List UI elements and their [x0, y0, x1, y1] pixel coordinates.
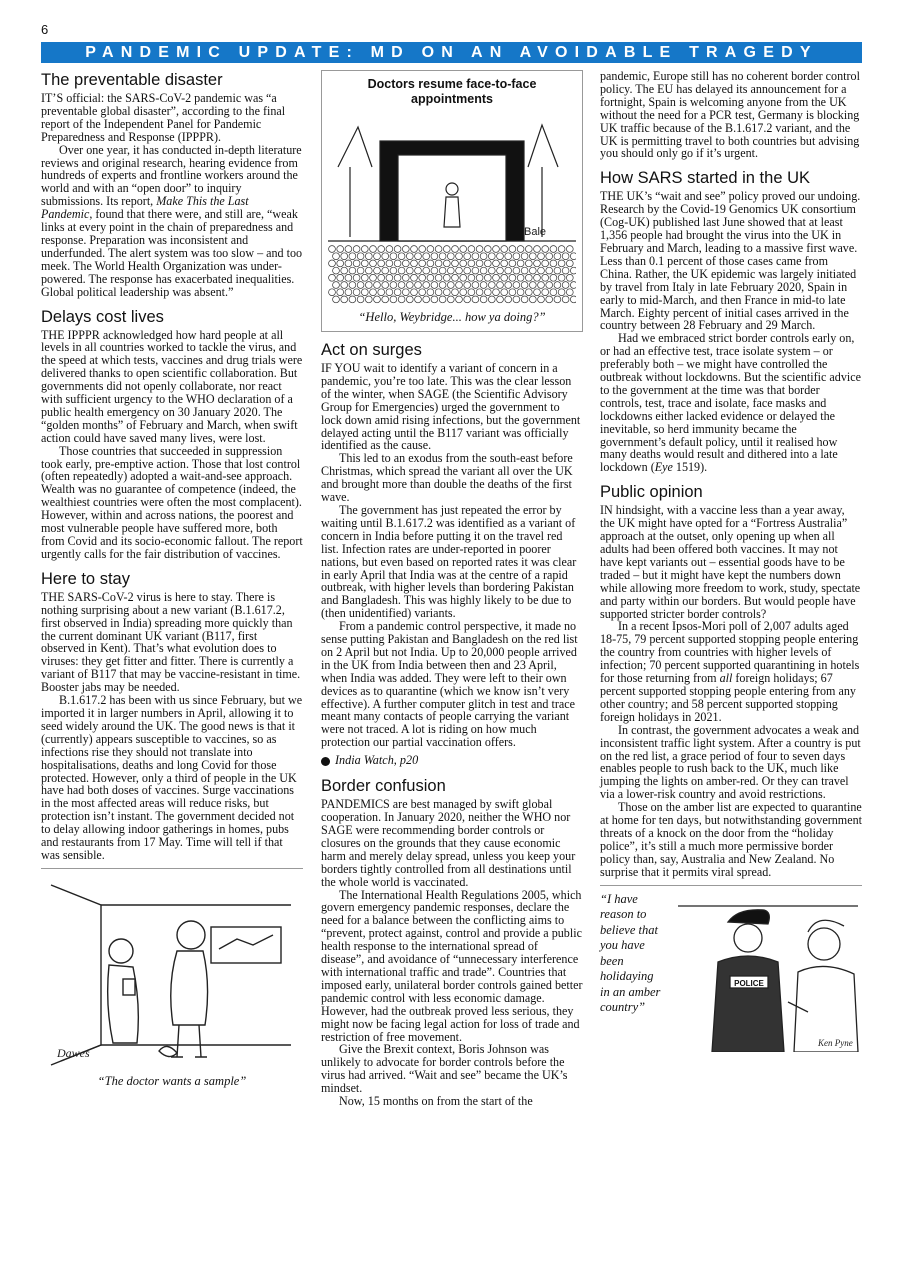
crowd-head: [349, 296, 356, 303]
crowd-head: [501, 289, 508, 296]
crowd-head: [374, 267, 381, 274]
crowd-head: [497, 296, 504, 303]
crowd-head: [423, 253, 430, 260]
crowd-head: [411, 274, 418, 281]
crowd-head: [361, 260, 368, 267]
crowd-head: [394, 274, 401, 281]
crowd-head: [345, 289, 352, 296]
cartoon-holiday-police: [600, 892, 862, 1052]
crowd-head: [370, 260, 377, 267]
paragraph: IN hindsight, with a vaccine less than a year away, the UK might have opted for a “Fortress Australia” approach at the outset, only opening up when all adults had been offered both vaccines. It may not have kept variants out – essential goods have to be traded – but it might have kept the numbers down while allowing more freedom to work, study, spectate and party within our borders. But would people have supported stricter border controls?: [600, 503, 861, 621]
crowd-head: [554, 296, 561, 303]
crowd-head: [529, 296, 536, 303]
crowd-head: [423, 282, 430, 289]
crowd-head: [382, 282, 389, 289]
crowd-head: [406, 282, 413, 289]
section-banner: PANDEMIC UPDATE: MD ON AN AVOIDABLE TRAGEDY: [41, 42, 862, 63]
crowd-head: [484, 246, 491, 253]
crowd-head: [460, 274, 467, 281]
paragraph: From a pandemic control perspective, it made no sense putting Pakistan and Bangladesh on the red list on 2 April but not India. Up to 20,000 people arrived in the UK from India between then and 23 April, when India was added. They were left to their own devices as to quarantine (which we know isn’t very effective). A further computer glitch in test and trace meant many contacts of people carrying the variant were not traced. A lot is riding on how much protection our partial vaccination offers.: [321, 619, 578, 750]
crowd-head: [349, 253, 356, 260]
crowd-head: [484, 274, 491, 281]
crowd-head: [435, 246, 442, 253]
crowd-head: [550, 274, 557, 281]
emphasis: all: [719, 671, 733, 686]
crowd-head: [349, 282, 356, 289]
crowd-head: [341, 253, 348, 260]
cartoon-signature: Bale: [524, 226, 547, 238]
crowd-head: [497, 267, 504, 274]
crowd-head: [546, 296, 553, 303]
crowd-head: [382, 267, 389, 274]
paragraph: Over one year, it has conducted in-depth literature reviews and original research, hearing evidence from hundreds of experts and frontline workers around the world and with an “open door” to inquiry submissions. Its report, Make This the Last Pandemic, found that there were, and still are, “weak links at every point in the chain of preparedness and response. Preparation was inconsistent and underfunded. The alert system was too slow – and too meek. The World Health Organization was under-powered. The response has exacerbated inequalities. Global political leadership was absent.”: [41, 142, 303, 299]
crowd-head: [365, 267, 372, 274]
paragraph: Had we embraced strict border controls early on, or had an effective test, trace isolate system – or preferably both – we might have controlled the outbreak without lockdowns. But the scientific advice to the government at the time was that border controls, test, trace and isolate, face masks and lockdowns either lacked evidence or delayed the inevitable, so herd immunity became the government’s default policy, until it realised how many deaths would result and dithered into a late lockdown (Eye 1519).: [600, 331, 861, 475]
crowd-head: [566, 260, 573, 267]
crowd-head: [357, 253, 364, 260]
cartoon-weybridge: [321, 70, 583, 332]
crowd-head: [525, 246, 532, 253]
crowd-head: [398, 267, 405, 274]
crowd-head: [390, 253, 397, 260]
divider: [600, 885, 862, 886]
crowd-head: [435, 260, 442, 267]
crowd: [329, 246, 576, 303]
crowd-head: [542, 274, 549, 281]
crowd-head: [562, 282, 569, 289]
cartoon-title: Doctors resume face-to-face appointments: [367, 77, 537, 106]
crowd-head: [550, 260, 557, 267]
crowd-head: [357, 296, 364, 303]
heading-delays-cost-lives: Delays cost lives: [41, 307, 164, 326]
crowd-head: [546, 267, 553, 274]
crowd-head: [398, 253, 405, 260]
crowd-head: [452, 246, 459, 253]
crowd-head: [431, 282, 438, 289]
crowd-head: [431, 296, 438, 303]
crowd-head: [443, 289, 450, 296]
paragraph: In contrast, the government advocates a weak and inconsistent traffic light system. After a country is put on the red list, a grace period of four to seven days enables people to rush back to the UK, much like jumping the lights on amber-red. Or they can travel via a lower-risk country and avoid restrictions.: [600, 722, 861, 802]
crowd-head: [505, 296, 512, 303]
crowd-head: [341, 296, 348, 303]
crowd-head: [570, 253, 576, 260]
crowd-head: [546, 282, 553, 289]
crowd-head: [476, 289, 483, 296]
crowd-head: [480, 282, 487, 289]
crowd-head: [562, 253, 569, 260]
crowd-head: [435, 274, 442, 281]
paragraph: The government has just repeated the error by waiting until B.1.617.2 was identified as a variant of concern in India before putting it on the travel red list. Infection rates are under-reported in poorer nations, but even based on reported rates it was clear in early April that India was at the centre of a rapid outbreak, with higher levels than bordering Pakistan and Bangladesh. This was highly likely to be due to (then unidentified) variants.: [321, 502, 577, 621]
crowd-head: [333, 267, 340, 274]
crowd-head: [329, 274, 336, 281]
crowd-head: [534, 274, 541, 281]
paragraph: This led to an exodus from the south-east before Christmas, which spread the variant all over the UK and brought more than double the deaths of the first wave.: [321, 451, 573, 505]
crowd-head: [386, 274, 393, 281]
crowd-head: [390, 282, 397, 289]
crowd-head: [468, 246, 475, 253]
crowd-head: [480, 296, 487, 303]
crowd-head: [365, 253, 372, 260]
crowd-head: [468, 260, 475, 267]
crowd-head: [402, 246, 409, 253]
crowd-head: [427, 289, 434, 296]
crowd-head: [542, 289, 549, 296]
cross-reference: India Watch, p20: [321, 753, 583, 768]
crowd-head: [476, 274, 483, 281]
crowd-head: [464, 253, 471, 260]
crowd-head: [415, 267, 422, 274]
crowd-head: [538, 253, 545, 260]
crowd-head: [521, 282, 528, 289]
crowd-head: [517, 289, 524, 296]
crowd-head: [534, 289, 541, 296]
crowd-head: [480, 267, 487, 274]
crowd-head: [566, 246, 573, 253]
page-number: 6: [41, 22, 49, 37]
crowd-head: [427, 246, 434, 253]
crowd-head: [419, 289, 426, 296]
cartoon-signature: Dawes: [57, 1045, 90, 1060]
crowd-head: [402, 289, 409, 296]
crowd-head: [517, 274, 524, 281]
column-middle: [321, 70, 583, 1108]
crowd-head: [353, 274, 360, 281]
cartoon-signature: Ken Pyne: [818, 1037, 853, 1048]
crowd-head: [562, 296, 569, 303]
crowd-head: [493, 246, 500, 253]
crowd-head: [370, 246, 377, 253]
crowd-head: [361, 274, 368, 281]
paragraph: B.1.617.2 has been with us since February, but we imported it in larger numbers in April, allowing it to seed widely around the UK. The good news is that it (currently) appears susceptible to vaccines, so as infections rise they should not translate into hospitalisations, deaths and long Covid for those protected. However, only a third of people in the UK have had both doses of vaccines. Surge vaccinations in the most affected areas will reduce risks, but protection isn’t instant. The government decided not to delay allowing indoor gatherings in homes, pubs and restaurants from 17 May. Time will tell if that was sensible.: [41, 693, 303, 862]
crowd-head: [365, 282, 372, 289]
crowd-head: [525, 289, 532, 296]
cartoon-weybridge-drawing: [328, 107, 576, 307]
crowd-head: [431, 253, 438, 260]
crowd-head: [415, 282, 422, 289]
crowd-head: [353, 260, 360, 267]
paragraph: IF YOU wait to identify a variant of concern in a pandemic, you’re too late. This was the clear lesson of the winter, when SAGE (the Scientific Advisory Group for Emergencies) urged the government to lock down amid rising infections, but the government delayed acting until the B117 variant was officially identified as the cause.: [321, 361, 581, 453]
crowd-head: [562, 267, 569, 274]
crowd-head: [365, 296, 372, 303]
heading-how-sars-started: How SARS started in the UK: [600, 169, 811, 188]
crowd-head: [411, 260, 418, 267]
paragraph: Those on the amber list are expected to quarantine at home for ten days, but notwithstanding government threats of a knock on the door from the “holiday police”, it’s still a much more permissive border policy than, say, Australia and New Zealand. No surprise that it permits viral spread.: [600, 800, 862, 879]
crowd-head: [488, 282, 495, 289]
paragraph: THE SARS-CoV-2 virus is here to stay. There is nothing surprising about a new variant (B.1.617.2, first observed in India) spreading more quickly than the current dominant UK variant (B117, first observed in Kent). That’s what evolution does to viruses: they get fitter and fitter. There is currently a variant of B117 that may be vaccine-resistant in time. Booster jabs may be needed.: [41, 589, 301, 695]
crowd-head: [419, 274, 426, 281]
crowd-head: [460, 260, 467, 267]
crowd-head: [484, 289, 491, 296]
paragraph: IT’S official: the SARS-CoV-2 pandemic was “a preventable global disaster”, according to the final report of the Independent Panel for Pandemic Preparedness and Response (IPPPR).: [41, 91, 286, 144]
crowd-head: [333, 282, 340, 289]
paragraph: Give the Brexit context, Boris Johnson was unlikely to advocate for border controls before the virus had arrived. “Wait and see” became the UK’s mindset.: [321, 1042, 568, 1096]
paragraph: Those countries that succeeded in suppression took early, pre-emptive action. Those that lost control (often repeatedly) adopted a wait-and-see approach. Wealth was no guarantee of competence (indeed, the wealthiest countries were often the most complacent). However, within and across nations, the poorest and most vulnerable people have suffered more, both from Covid and its socio-economic fallout. The report urgently calls for the fair distribution of vaccines.: [41, 443, 303, 561]
crowd-head: [513, 253, 520, 260]
crowd-head: [558, 246, 565, 253]
crowd-head: [509, 246, 516, 253]
crowd-head: [341, 282, 348, 289]
crowd-head: [501, 274, 508, 281]
cartoon-quote: “I have reason to believe that you have been holidaying in an amber country”: [600, 891, 661, 1015]
crowd-head: [329, 289, 336, 296]
crowd-head: [398, 282, 405, 289]
crowd-head: [419, 246, 426, 253]
crowd-head: [390, 267, 397, 274]
crowd-head: [370, 274, 377, 281]
crowd-head: [517, 260, 524, 267]
crowd-head: [439, 253, 446, 260]
crowd-head: [427, 274, 434, 281]
heading-preventable-disaster: The preventable disaster: [41, 71, 223, 89]
report-title: Make This the Last Pandemic: [41, 194, 249, 222]
crowd-head: [464, 296, 471, 303]
column-left: [41, 70, 303, 1089]
crowd-head: [394, 260, 401, 267]
crowd-head: [386, 246, 393, 253]
crowd-head: [394, 246, 401, 253]
crowd-head: [497, 253, 504, 260]
crowd-head: [472, 253, 479, 260]
cartoon-doctor-sample-drawing: [41, 875, 303, 1071]
crowd-head: [337, 274, 344, 281]
crowd-head: [402, 274, 409, 281]
crowd-head: [488, 296, 495, 303]
crowd-head: [480, 253, 487, 260]
crowd-head: [386, 289, 393, 296]
column-right: [600, 70, 862, 1052]
heading-here-to-stay: Here to stay: [41, 569, 130, 588]
crowd-head: [476, 260, 483, 267]
crowd-head: [566, 289, 573, 296]
crowd-head: [406, 296, 413, 303]
crowd-head: [493, 260, 500, 267]
crowd-head: [501, 260, 508, 267]
crowd-head: [378, 289, 385, 296]
crowd-head: [464, 267, 471, 274]
crowd-head: [513, 296, 520, 303]
crowd-head: [460, 246, 467, 253]
crowd-head: [521, 253, 528, 260]
publication-name: Eye: [654, 460, 673, 475]
crowd-head: [402, 260, 409, 267]
crowd-head: [550, 289, 557, 296]
crowd-head: [558, 274, 565, 281]
crowd-head: [497, 282, 504, 289]
crowd-head: [435, 289, 442, 296]
crowd-head: [439, 282, 446, 289]
crowd-head: [476, 246, 483, 253]
paragraph: PANDEMICS are best managed by swift global cooperation. In January 2020, neither the WHO nor SAGE were recommending border controls or closures on the grounds that they cause economic harm and merely delay spread, unless you keep your borders tightly controlled from all destinations until the whole world is vaccinated.: [321, 797, 576, 889]
paragraph: Now, 15 months on from the start of the: [339, 1094, 533, 1109]
crowd-head: [554, 282, 561, 289]
crowd-head: [329, 246, 336, 253]
crowd-head: [468, 289, 475, 296]
heading-border-confusion: Border confusion: [321, 777, 446, 796]
crowd-head: [423, 296, 430, 303]
crowd-head: [468, 274, 475, 281]
crowd-head: [345, 246, 352, 253]
crowd-head: [452, 260, 459, 267]
crowd-head: [443, 246, 450, 253]
crowd-head: [361, 289, 368, 296]
bullet-icon: [321, 757, 330, 766]
heading-public-opinion: Public opinion: [600, 483, 703, 502]
crowd-head: [513, 282, 520, 289]
crowd-head: [493, 274, 500, 281]
crowd-head: [509, 274, 516, 281]
crowd-head: [357, 282, 364, 289]
cartoon-caption: “The doctor wants a sample”: [97, 1073, 247, 1088]
crowd-head: [431, 267, 438, 274]
crowd-head: [447, 296, 454, 303]
crowd-head: [394, 289, 401, 296]
crowd-head: [357, 267, 364, 274]
crowd-head: [439, 296, 446, 303]
crowd-head: [447, 282, 454, 289]
crowd-head: [488, 267, 495, 274]
crowd-head: [329, 260, 336, 267]
crowd-head: [472, 282, 479, 289]
crowd-head: [538, 296, 545, 303]
crowd-head: [386, 260, 393, 267]
crowd-head: [406, 253, 413, 260]
crowd-head: [427, 260, 434, 267]
cartoon-holiday-police-drawing: [668, 892, 862, 1052]
crowd-head: [390, 296, 397, 303]
crowd-head: [509, 260, 516, 267]
crowd-head: [456, 296, 463, 303]
crowd-head: [337, 260, 344, 267]
crowd-head: [546, 253, 553, 260]
crowd-head: [484, 260, 491, 267]
crowd-head: [341, 267, 348, 274]
crowd-head: [505, 267, 512, 274]
crowd-head: [488, 253, 495, 260]
crowd-head: [570, 282, 576, 289]
crowd-head: [501, 246, 508, 253]
crowd-head: [337, 246, 344, 253]
paragraph: The International Health Regulations 2005, which govern emergency pandemic responses, declare the need for a balance between the conflicting aims to “prevent, protect against, control and provide a public health response to the international spread of disease”, and avoidance of “unnecessary interference with international traffic and trade”. Countries that imposed early, unilateral border controls gained better pandemic control with less economic damage. However, had the outbreak proved less serious, they might now be facing legal action for loss of trade and restriction of free movement.: [321, 887, 583, 1044]
crowd-head: [419, 260, 426, 267]
crowd-head: [472, 267, 479, 274]
paragraph: In a recent Ipsos-Mori poll of 2,007 adults aged 18-75, 79 percent supported stopping people entering the country from countries with higher levels of infection; 70 percent supported quarantining in hotels for those returning from all foreign holidays; 67 percent supported stopping people entering from any other country; and 58 percent supported stopping foreign holidays in 2021.: [600, 619, 860, 724]
crowd-head: [521, 296, 528, 303]
crowd-head: [382, 296, 389, 303]
paragraph: THE UK’s “wait and see” policy proved our undoing. Research by the Covid-19 Genomics UK consortium (Cog-UK) published last June showed that at least 1,356 people had brought the virus into the UK in February and March, leading to a massive first wave. Less than 0.1 percent of those cases came from China. Rather, the UK epidemic was largely initiated by travel from Italy in late February 2020, Spain in early to mid-March, and then France in mid-to late March. Eighty percent of initial cases arrived in the country between 28 February and 29 March.: [600, 189, 861, 333]
crowd-head: [570, 267, 576, 274]
crowd-head: [529, 267, 536, 274]
crowd-head: [378, 260, 385, 267]
crowd-head: [493, 289, 500, 296]
crowd-head: [337, 289, 344, 296]
crowd-head: [558, 260, 565, 267]
crowd-head: [415, 296, 422, 303]
crowd-head: [370, 289, 377, 296]
crowd-head: [456, 253, 463, 260]
crowd-head: [525, 260, 532, 267]
crowd-head: [349, 267, 356, 274]
crowd-head: [353, 289, 360, 296]
crowd-head: [447, 253, 454, 260]
crowd-head: [452, 274, 459, 281]
crowd-head: [538, 267, 545, 274]
crowd-head: [570, 296, 576, 303]
crowd-head: [452, 289, 459, 296]
crowd-head: [513, 267, 520, 274]
crowd-head: [353, 246, 360, 253]
crowd-head: [361, 246, 368, 253]
crowd-head: [558, 289, 565, 296]
crowd-head: [411, 289, 418, 296]
crowd-head: [411, 246, 418, 253]
crowd-head: [439, 267, 446, 274]
crowd-head: [406, 267, 413, 274]
crowd-head: [460, 289, 467, 296]
crowd-head: [415, 253, 422, 260]
heading-act-on-surges: Act on surges: [321, 341, 422, 359]
crowd-head: [423, 267, 430, 274]
crowd-head: [447, 267, 454, 274]
crowd-head: [378, 246, 385, 253]
divider: [41, 868, 303, 869]
crowd-head: [554, 253, 561, 260]
cartoon-doctor-sample: [41, 875, 303, 1089]
crowd-head: [443, 260, 450, 267]
crowd-head: [529, 282, 536, 289]
crowd-head: [534, 260, 541, 267]
crowd-head: [550, 246, 557, 253]
police-badge: POLICE: [734, 978, 764, 988]
crowd-head: [382, 253, 389, 260]
crowd-head: [521, 267, 528, 274]
crowd-head: [538, 282, 545, 289]
crowd-head: [517, 246, 524, 253]
crowd-head: [374, 253, 381, 260]
crowd-head: [345, 274, 352, 281]
paragraph: THE IPPPR acknowledged how hard people at all levels in all countries worked to tackle the virus, and the speed at which tests, vaccines and drug trials were delivered thanks to open scientific collaboration. But governments did not openly collaborate, nor react with sufficient urgency to the WHO declaration of a public health emergency on 30 January 2020. The “golden months” of February and March, when swift action could have saved many lives, were lost.: [41, 327, 303, 445]
crowd-head: [542, 246, 549, 253]
crowd-head: [472, 296, 479, 303]
crowd-head: [505, 282, 512, 289]
crowd-head: [456, 267, 463, 274]
crowd-head: [345, 260, 352, 267]
crowd-head: [378, 274, 385, 281]
crowd-head: [443, 274, 450, 281]
cartoon-caption: “Hello, Weybridge... how ya doing?”: [358, 310, 546, 324]
crowd-head: [505, 253, 512, 260]
crowd-head: [333, 253, 340, 260]
crowd-head: [566, 274, 573, 281]
crowd-head: [529, 253, 536, 260]
crowd-head: [509, 289, 516, 296]
crowd-head: [525, 274, 532, 281]
crowd-head: [333, 296, 340, 303]
crowd-head: [534, 246, 541, 253]
paragraph: pandemic, Europe still has no coherent border control policy. The EU has delayed its announcement for a fortnight, Spain is welcoming anyone from the UK without the need for a PCR test, Germany is blocking UK traffic because of the B.1.617.2 variant, and the UK is permitting travel to both countries but advising you should only go if it’s urgent.: [600, 69, 860, 161]
crowd-head: [542, 260, 549, 267]
crowd-head: [398, 296, 405, 303]
crowd-head: [456, 282, 463, 289]
crowd-head: [374, 282, 381, 289]
crowd-head: [464, 282, 471, 289]
crowd-head: [374, 296, 381, 303]
crowd-head: [554, 267, 561, 274]
